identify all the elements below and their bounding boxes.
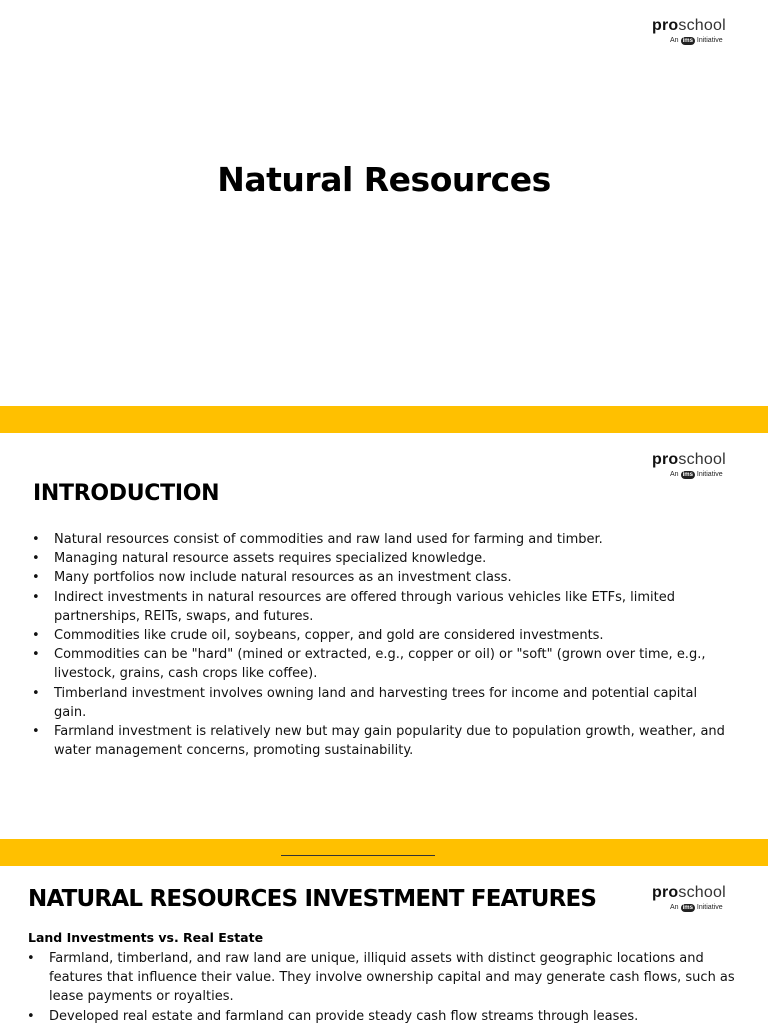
proschool-logo [652, 17, 752, 47]
list-item: • Managing natural resource assets requires specialized knowledge. [32, 549, 732, 568]
slide-title-text: Natural Resources [217, 160, 551, 199]
ims-badge-icon: ims [682, 471, 693, 478]
section-heading: NATURAL RESOURCES INVESTMENT FEATURES [28, 886, 597, 912]
bullet-icon: • [32, 532, 40, 547]
logo-wordmark: proschool [652, 884, 726, 901]
slide-title [0, 0, 768, 406]
subheading: Land Investments vs. Real Estate [28, 930, 264, 945]
bullet-list [32, 530, 732, 760]
slide-investment-features [0, 866, 768, 1024]
list-item: • Natural resources consist of commodities and raw land used for farming and timber. [32, 530, 732, 549]
ims-badge-icon: ims [682, 37, 693, 44]
logo-tagline: An ims Initiative [670, 904, 723, 911]
bullet-icon: • [32, 685, 40, 701]
list-item: • Farmland, timberland, and raw land are unique, illiquid assets with distinct geographic locations and features that influence their value. They involve ownership capital and may generate cash flows, such as lease payments or royalties. [27, 951, 735, 1005]
bullet-icon: • [27, 1008, 35, 1024]
slide-introduction [0, 433, 768, 839]
bullet-icon: • [32, 589, 40, 605]
bullet-icon: • [32, 570, 40, 586]
logo-tagline: An ims Initiative [670, 471, 723, 478]
list-item: • Commodities like crude oil, soybeans, copper, and gold are considered investments. [32, 626, 732, 645]
bullet-icon: • [32, 724, 40, 740]
list-item: • Farmland investment is relatively new but may gain popularity due to population growth, weather, and water management concerns, promoting sustainability. [32, 724, 725, 759]
section-heading: INTRODUCTION [33, 481, 220, 506]
divider-line [281, 855, 435, 856]
accent-band-bottom [0, 839, 768, 866]
list-item: • Commodities can be "hard" (mined or extracted, e.g., copper or oil) or "soft" (grown over time, e.g., livestock, grains, cash crops like coffee). [32, 647, 706, 682]
bullet-icon: • [32, 551, 40, 567]
logo-wordmark: proschool [652, 17, 726, 34]
accent-band-top [0, 406, 768, 433]
logo-wordmark: proschool [652, 451, 726, 468]
ims-badge-icon: ims [682, 904, 693, 911]
bullet-icon: • [32, 647, 40, 663]
list-item: • Indirect investments in natural resources are offered through various vehicles like ETFs, limited partnerships, REITs, swaps, and futures. [32, 589, 675, 624]
bullet-icon: • [32, 628, 40, 644]
proschool-logo [652, 884, 752, 914]
proschool-logo [652, 451, 752, 481]
bullet-icon: • [27, 951, 35, 966]
logo-tagline: An ims Initiative [670, 37, 723, 44]
bullet-list [27, 949, 747, 1024]
list-item: • Developed real estate and farmland can provide steady cash flow streams through leases. [27, 1007, 747, 1024]
list-item: • Timberland investment involves owning land and harvesting trees for income and potential capital gain. [32, 685, 698, 720]
list-item: • Many portfolios now include natural resources as an investment class. [32, 568, 732, 587]
